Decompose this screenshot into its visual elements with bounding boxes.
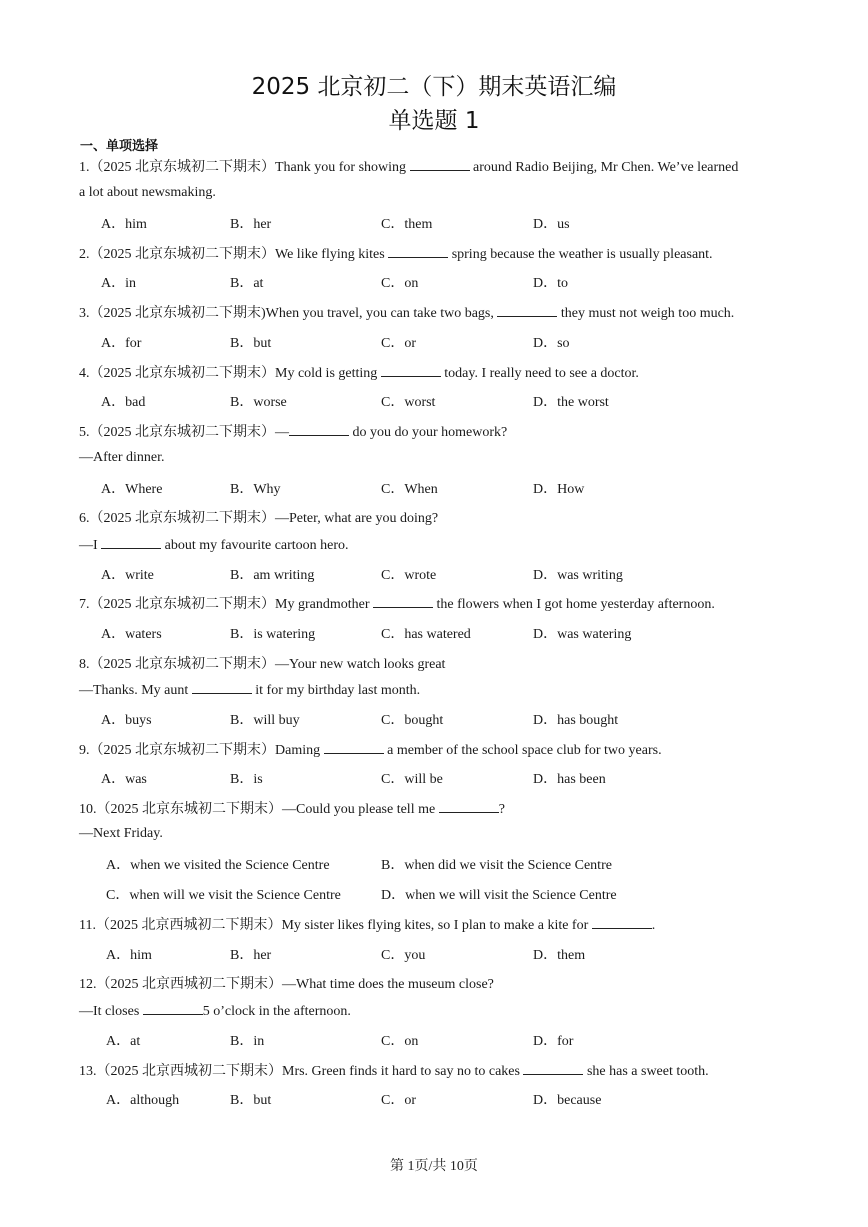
- question-5-option-d: D．How: [533, 482, 585, 497]
- question-12-option-a: A．at: [106, 1034, 141, 1049]
- question-1-option-b: B．her: [230, 217, 272, 232]
- answer-blank: [410, 158, 470, 171]
- question-12-option-d: D．for: [533, 1034, 574, 1049]
- question-1-option-d: D．us: [533, 217, 570, 232]
- question-13-option-a: A．although: [106, 1093, 180, 1108]
- question-9-option-c: C．will be: [381, 772, 443, 787]
- question-8-option-c: C．bought: [381, 713, 444, 728]
- question-12-option-b: B．in: [230, 1034, 265, 1049]
- question-3-option-b: B．but: [230, 336, 272, 351]
- question-6-stem-cont: —I about my favourite cartoon hero.: [79, 538, 349, 553]
- question-5-option-a: A．Where: [101, 482, 163, 497]
- question-10-option-a: A．when we visited the Science Centre: [106, 858, 330, 873]
- question-10-option-d: D．when we will visit the Science Centre: [381, 888, 617, 903]
- question-13-option-c: C．or: [381, 1093, 416, 1108]
- question-9-stem: 9.（2025 北京东城初二下期末）Daming a member of the school space club for two years.: [79, 743, 662, 758]
- document-subtitle: 单选题 1: [388, 108, 480, 134]
- question-7-option-b: B．is watering: [230, 627, 316, 642]
- question-9-option-b: B．is: [230, 772, 263, 787]
- question-6-option-d: D．was writing: [533, 568, 623, 583]
- question-8-option-b: B．will buy: [230, 713, 300, 728]
- question-2-option-d: D．to: [533, 276, 568, 291]
- question-2-option-b: B．at: [230, 276, 264, 291]
- question-1-stem-cont: a lot about newsmaking.: [79, 185, 216, 200]
- question-2-stem: 2.（2025 北京东城初二下期末）We like flying kites spring because the weather is usually pleasant.: [79, 247, 713, 262]
- question-11-option-a: A．him: [106, 948, 152, 963]
- question-12-stem-cont: —It closes 5 o’clock in the afternoon.: [79, 1004, 351, 1019]
- question-5-option-b: B．Why: [230, 482, 281, 497]
- question-10-option-b: B．when did we visit the Science Centre: [381, 858, 612, 873]
- answer-blank: [592, 916, 652, 929]
- question-8-option-a: A．buys: [101, 713, 152, 728]
- question-11-option-b: B．her: [230, 948, 272, 963]
- section-heading: 一、单项选择: [80, 139, 159, 154]
- question-6-stem: 6.（2025 北京东城初二下期末）—Peter, what are you doing?: [79, 511, 439, 526]
- question-3-option-c: C．or: [381, 336, 416, 351]
- answer-blank: [373, 595, 433, 608]
- question-5-stem: 5.（2025 北京东城初二下期末）— do you do your homework?: [79, 425, 508, 440]
- question-6-option-a: A．write: [101, 568, 154, 583]
- question-7-option-d: D．was watering: [533, 627, 632, 642]
- answer-blank: [192, 681, 252, 694]
- question-9-option-a: A．was: [101, 772, 147, 787]
- question-7-stem: 7.（2025 北京东城初二下期末）My grandmother the flowers when I got home yesterday afternoon.: [79, 597, 715, 612]
- answer-blank: [289, 423, 349, 436]
- question-1-option-c: C．them: [381, 217, 433, 232]
- question-1-option-a: A．him: [101, 217, 147, 232]
- question-12-stem: 12.（2025 北京西城初二下期末）—What time does the museum close?: [79, 977, 494, 992]
- answer-blank: [523, 1062, 583, 1075]
- question-4-stem: 4.（2025 北京东城初二下期末）My cold is getting today. I really need to see a doctor.: [79, 366, 639, 381]
- question-8-option-d: D．has bought: [533, 713, 619, 728]
- question-7-option-a: A．waters: [101, 627, 162, 642]
- question-13-option-b: B．but: [230, 1093, 272, 1108]
- question-3-stem: 3.（2025 北京东城初二下期末)When you travel, you can take two bags, they must not weigh too much.: [79, 306, 735, 321]
- question-6-option-c: C．wrote: [381, 568, 437, 583]
- answer-blank: [497, 304, 557, 317]
- question-4-option-d: D．the worst: [533, 395, 609, 410]
- question-10-stem-cont: —Next Friday.: [79, 826, 163, 841]
- question-11-option-c: C．you: [381, 948, 426, 963]
- question-4-option-c: C．worst: [381, 395, 436, 410]
- question-11-stem: 11.（2025 北京西城初二下期末）My sister likes flying kites, so I plan to make a kite for .: [79, 918, 656, 933]
- question-5-option-c: C．When: [381, 482, 438, 497]
- question-5-stem-cont: —After dinner.: [79, 450, 165, 465]
- question-8-stem: 8.（2025 北京东城初二下期末）—Your new watch looks great: [79, 657, 446, 672]
- answer-blank: [439, 800, 499, 813]
- page-footer: 第 1页/共 10页: [390, 1159, 478, 1174]
- document-title: 2025 北京初二（下）期末英语汇编: [251, 74, 617, 100]
- question-10-option-c: C．when will we visit the Science Centre: [106, 888, 341, 903]
- question-3-option-a: A．for: [101, 336, 142, 351]
- question-8-stem-cont: —Thanks. My aunt it for my birthday last month.: [79, 683, 421, 698]
- answer-blank: [324, 741, 384, 754]
- question-12-option-c: C．on: [381, 1034, 419, 1049]
- question-13-stem: 13.（2025 北京西城初二下期末）Mrs. Green finds it hard to say no to cakes she has a sweet tooth.: [79, 1064, 709, 1079]
- answer-blank: [101, 536, 161, 549]
- question-4-option-a: A．bad: [101, 395, 146, 410]
- question-10-stem: 10.（2025 北京东城初二下期末）—Could you please tell me ?: [79, 802, 505, 817]
- answer-blank: [388, 245, 448, 258]
- question-7-option-c: C．has watered: [381, 627, 471, 642]
- question-6-option-b: B．am writing: [230, 568, 315, 583]
- answer-blank: [143, 1002, 203, 1015]
- question-9-option-d: D．has been: [533, 772, 606, 787]
- question-2-option-a: A．in: [101, 276, 136, 291]
- question-4-option-b: B．worse: [230, 395, 287, 410]
- question-3-option-d: D．so: [533, 336, 570, 351]
- question-1-stem: 1.（2025 北京东城初二下期末）Thank you for showing around Radio Beijing, Mr Chen. We’ve learned: [79, 160, 739, 175]
- question-11-option-d: D．them: [533, 948, 586, 963]
- answer-blank: [381, 364, 441, 377]
- question-13-option-d: D．because: [533, 1093, 602, 1108]
- question-2-option-c: C．on: [381, 276, 419, 291]
